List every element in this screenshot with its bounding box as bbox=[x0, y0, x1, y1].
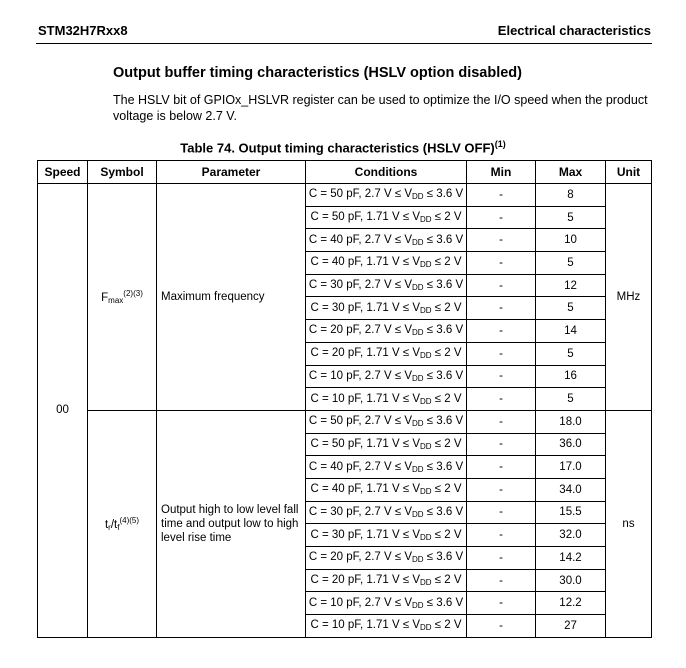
parameter-cell: Output high to low level fall time and output low to high level rise time bbox=[157, 410, 306, 637]
vdd-max-value: 2 V bbox=[444, 619, 462, 632]
vdd-min-value: 2.7 V bbox=[364, 505, 392, 518]
vdd-min-value: 2.7 V bbox=[364, 188, 392, 201]
condition-cell: C = 20 pF, 2.7 $V \le V_{DD} \le 3.6$ V bbox=[306, 547, 467, 570]
max-cell: 27 bbox=[536, 615, 606, 638]
vdd-min-value: 2.7 V bbox=[364, 324, 392, 337]
capacitance-value: 30 bbox=[330, 279, 344, 292]
vdd-min-value: 2.7 V bbox=[364, 460, 392, 473]
condition-cell: C = 20 pF, 1.71 $V \le V_{DD} \le 2$ V bbox=[306, 569, 467, 592]
unit-cell: ns bbox=[606, 410, 652, 637]
vdd-max-value: 2 V bbox=[444, 528, 462, 541]
condition-cell: C = 20 pF, 2.7 $V \le V_{DD} \le 3.6$ V bbox=[306, 320, 467, 343]
symbol-mid: /t bbox=[110, 518, 118, 531]
condition-cell: C = 40 pF, 2.7 $V \le V_{DD} \le 3.6$ V bbox=[306, 229, 467, 252]
table-title bbox=[0, 139, 686, 155]
capacitance-value: 10 bbox=[331, 392, 345, 405]
table-row bbox=[38, 184, 652, 207]
max-cell: 30.0 bbox=[536, 569, 606, 592]
vdd-min-value: 1.71 V bbox=[366, 528, 400, 541]
min-cell: - bbox=[467, 524, 536, 547]
condition-cell: C = 10 pF, 2.7 $V \le V_{DD} \le 3.6$ V bbox=[306, 365, 467, 388]
header-rule bbox=[36, 43, 652, 44]
min-cell: - bbox=[467, 410, 536, 433]
capacitance-value: 30 bbox=[331, 301, 345, 314]
capacitance-value: 10 bbox=[330, 369, 344, 382]
symbol-note: (4)(5) bbox=[119, 515, 140, 525]
capacitance-value: 10 bbox=[331, 619, 345, 632]
max-cell: 12 bbox=[536, 274, 606, 297]
header-max: Max bbox=[536, 161, 606, 184]
condition-cell: C = 40 pF, 1.71 $V \le V_{DD} \le 2$ V bbox=[306, 252, 467, 275]
symbol-sub: r bbox=[108, 522, 111, 532]
max-cell: 14 bbox=[536, 320, 606, 343]
vdd-min-value: 1.71 V bbox=[366, 392, 400, 405]
capacitance-value: 50 bbox=[331, 437, 345, 450]
min-cell: - bbox=[467, 456, 536, 479]
min-cell: - bbox=[467, 547, 536, 570]
capacitance-value: 20 bbox=[331, 347, 345, 360]
capacitance-value: 40 bbox=[330, 460, 344, 473]
max-cell: 10 bbox=[536, 229, 606, 252]
header-min: Min bbox=[467, 161, 536, 184]
max-cell: 18.0 bbox=[536, 410, 606, 433]
min-cell: - bbox=[467, 592, 536, 615]
vdd-min-value: 2.7 V bbox=[364, 596, 392, 609]
vdd-min-value: 1.71 V bbox=[366, 301, 400, 314]
min-cell: - bbox=[467, 365, 536, 388]
header-parameter: Parameter bbox=[157, 161, 306, 184]
vdd-min-value: 1.71 V bbox=[366, 256, 400, 269]
condition-cell: C = 40 pF, 2.7 $V \le V_{DD} \le 3.6$ V bbox=[306, 456, 467, 479]
capacitance-value: 20 bbox=[330, 324, 344, 337]
vdd-max-value: 2 V bbox=[444, 256, 462, 269]
vdd-min-value: 2.7 V bbox=[364, 551, 392, 564]
min-cell: - bbox=[467, 206, 536, 229]
header-speed: Speed bbox=[38, 161, 88, 184]
capacitance-value: 30 bbox=[330, 505, 344, 518]
section-title: Output buffer timing characteristics (HSLV option disabled) bbox=[113, 65, 522, 81]
min-cell: - bbox=[467, 501, 536, 524]
output-timing-table bbox=[37, 160, 652, 638]
vdd-min-value: 1.71 V bbox=[366, 574, 400, 587]
speed-cell: 00 bbox=[38, 184, 88, 638]
vdd-max-value: 3.6 V bbox=[436, 415, 464, 428]
max-cell: 15.5 bbox=[536, 501, 606, 524]
vdd-min-value: 1.71 V bbox=[366, 437, 400, 450]
condition-cell: C = 10 pF, 1.71 $V \le V_{DD} \le 2$ V bbox=[306, 388, 467, 411]
symbol-cell bbox=[88, 184, 157, 411]
vdd-max-value: 2 V bbox=[444, 211, 462, 224]
table-row bbox=[38, 410, 652, 433]
vdd-max-value: 3.6 V bbox=[436, 188, 464, 201]
condition-cell: C = 30 pF, 1.71 $V \le V_{DD} \le 2$ V bbox=[306, 297, 467, 320]
min-cell: - bbox=[467, 342, 536, 365]
vdd-max-value: 3.6 V bbox=[436, 369, 464, 382]
max-cell: 5 bbox=[536, 297, 606, 320]
condition-cell: C = 30 pF, 2.7 $V \le V_{DD} \le 3.6$ V bbox=[306, 501, 467, 524]
table-header-row bbox=[38, 161, 652, 184]
min-cell: - bbox=[467, 274, 536, 297]
header-conditions: Conditions bbox=[306, 161, 467, 184]
condition-cell: C = 50 pF, 2.7 $V \le V_{DD} \le 3.6$ V bbox=[306, 410, 467, 433]
vdd-max-value: 3.6 V bbox=[436, 551, 464, 564]
section-body: The HSLV bit of GPIOx_HSLVR register can be used to optimize the I/O speed when the product voltage is below 2.7 V. bbox=[113, 93, 648, 123]
condition-cell: C = 50 pF, 1.71 $V \le V_{DD} \le 2$ V bbox=[306, 206, 467, 229]
max-cell: 12.2 bbox=[536, 592, 606, 615]
max-cell: 5 bbox=[536, 388, 606, 411]
document-header-product: STM32H7Rxx8 bbox=[38, 23, 128, 38]
unit-cell: MHz bbox=[606, 184, 652, 411]
table-title-note: (1) bbox=[494, 139, 506, 149]
max-cell: 8 bbox=[536, 184, 606, 207]
max-cell: 16 bbox=[536, 365, 606, 388]
condition-cell: C = 50 pF, 2.7 $V \le V_{DD} \le 3.6$ V bbox=[306, 184, 467, 207]
min-cell: - bbox=[467, 433, 536, 456]
table-body bbox=[38, 184, 652, 638]
symbol-main: F bbox=[101, 291, 109, 304]
symbol-note: (2)(3) bbox=[123, 288, 143, 298]
capacitance-value: 30 bbox=[331, 528, 345, 541]
min-cell: - bbox=[467, 320, 536, 343]
vdd-min-value: 1.71 V bbox=[366, 211, 400, 224]
condition-cell: C = 20 pF, 1.71 $V \le V_{DD} \le 2$ V bbox=[306, 342, 467, 365]
vdd-max-value: 3.6 V bbox=[436, 324, 464, 337]
vdd-min-value: 2.7 V bbox=[364, 279, 392, 292]
vdd-max-value: 2 V bbox=[444, 574, 462, 587]
max-cell: 5 bbox=[536, 252, 606, 275]
vdd-max-value: 3.6 V bbox=[436, 596, 464, 609]
capacitance-value: 10 bbox=[330, 596, 344, 609]
vdd-max-value: 2 V bbox=[444, 301, 462, 314]
capacitance-value: 40 bbox=[330, 233, 344, 246]
capacitance-value: 40 bbox=[331, 256, 345, 269]
vdd-max-value: 3.6 V bbox=[436, 460, 464, 473]
min-cell: - bbox=[467, 388, 536, 411]
vdd-min-value: 1.71 V bbox=[366, 483, 400, 496]
vdd-min-value: 1.71 V bbox=[366, 347, 400, 360]
min-cell: - bbox=[467, 252, 536, 275]
header-symbol: Symbol bbox=[88, 161, 157, 184]
vdd-min-value: 2.7 V bbox=[364, 415, 392, 428]
capacitance-value: 50 bbox=[330, 415, 344, 428]
min-cell: - bbox=[467, 184, 536, 207]
capacitance-value: 50 bbox=[330, 188, 344, 201]
condition-cell: C = 50 pF, 1.71 $V \le V_{DD} \le 2$ V bbox=[306, 433, 467, 456]
table-title-text: Table 74. Output timing characteristics (HSLV OFF) bbox=[180, 140, 495, 156]
max-cell: 14.2 bbox=[536, 547, 606, 570]
max-cell: 34.0 bbox=[536, 478, 606, 501]
vdd-max-value: 2 V bbox=[444, 347, 462, 360]
condition-cell: C = 30 pF, 2.7 $V \le V_{DD} \le 3.6$ V bbox=[306, 274, 467, 297]
vdd-max-value: 3.6 V bbox=[436, 505, 464, 518]
max-cell: 17.0 bbox=[536, 456, 606, 479]
vdd-min-value: 1.71 V bbox=[366, 619, 400, 632]
vdd-max-value: 2 V bbox=[444, 437, 462, 450]
min-cell: - bbox=[467, 478, 536, 501]
min-cell: - bbox=[467, 229, 536, 252]
symbol-sub: max bbox=[108, 295, 124, 305]
vdd-max-value: 3.6 V bbox=[436, 233, 464, 246]
document-header-chapter: Electrical characteristics bbox=[497, 23, 651, 38]
min-cell: - bbox=[467, 297, 536, 320]
min-cell: - bbox=[467, 615, 536, 638]
capacitance-value: 20 bbox=[331, 574, 345, 587]
symbol-sub2: f bbox=[117, 522, 120, 532]
condition-cell: C = 10 pF, 2.7 $V \le V_{DD} \le 3.6$ V bbox=[306, 592, 467, 615]
symbol-cell bbox=[88, 410, 157, 637]
vdd-min-value: 2.7 V bbox=[364, 233, 392, 246]
capacitance-value: 20 bbox=[330, 551, 344, 564]
max-cell: 5 bbox=[536, 342, 606, 365]
max-cell: 36.0 bbox=[536, 433, 606, 456]
vdd-max-value: 2 V bbox=[444, 483, 462, 496]
vdd-min-value: 2.7 V bbox=[364, 369, 392, 382]
max-cell: 5 bbox=[536, 206, 606, 229]
symbol-main: t bbox=[104, 518, 109, 531]
capacitance-value: 50 bbox=[331, 211, 345, 224]
vdd-max-value: 2 V bbox=[444, 392, 462, 405]
condition-cell: C = 10 pF, 1.71 $V \le V_{DD} \le 2$ V bbox=[306, 615, 467, 638]
vdd-max-value: 3.6 V bbox=[436, 279, 464, 292]
condition-cell: C = 30 pF, 1.71 $V \le V_{DD} \le 2$ V bbox=[306, 524, 467, 547]
condition-cell: C = 40 pF, 1.71 $V \le V_{DD} \le 2$ V bbox=[306, 478, 467, 501]
parameter-cell: Maximum frequency bbox=[157, 184, 306, 411]
max-cell: 32.0 bbox=[536, 524, 606, 547]
min-cell: - bbox=[467, 569, 536, 592]
capacitance-value: 40 bbox=[331, 483, 345, 496]
header-unit: Unit bbox=[606, 161, 652, 184]
